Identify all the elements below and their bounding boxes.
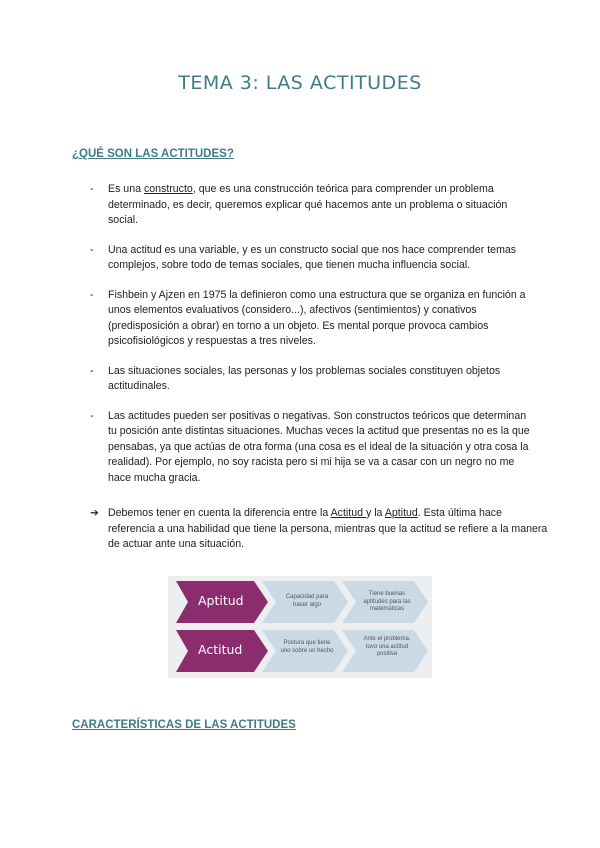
- actitud-label: Actitud: [198, 642, 243, 657]
- dash-marker: -: [90, 183, 94, 195]
- page-title: TEMA 3: LAS ACTITUDES: [178, 72, 422, 94]
- dash-marker: -: [90, 364, 94, 377]
- arrow-icon: ➔: [90, 507, 99, 519]
- item-text: Es una: [108, 183, 144, 195]
- item-text: Fishbein y Ajzen en 1975 la definieron como una estructura que se organiza en función a unos elementos evaluativos (considero...), afectivos (sentimientos) y conativos (predisposición a obrar) en torno a un objeto. Es mental porque provoca cambios psicofisiológicos y respuestas a tres niveles.: [108, 288, 526, 347]
- diagram-row-actitud: [176, 630, 428, 672]
- dash-marker: -: [90, 243, 94, 256]
- list-item: [90, 288, 530, 350]
- underlined-term: constructo: [143, 183, 193, 195]
- dash-marker: -: [90, 288, 94, 301]
- diagram-row-aptitud: [176, 581, 428, 623]
- underlined-aptitud: Aptitud: [384, 507, 418, 519]
- actitud-example: Ante el problema, tuvo una actitud positiva: [363, 636, 411, 657]
- aptitud-label: Aptitud: [198, 593, 244, 608]
- list-item: [90, 243, 530, 274]
- definition-list: [90, 182, 530, 500]
- list-item: [90, 364, 530, 395]
- underlined-actitud: Actitud: [330, 507, 366, 519]
- item-text: , que es una construcción teórica para comprender un problema determinado, es decir, queremos explicar qué hacemos ante un problema o situación social.: [108, 183, 508, 226]
- aptitud-example: Tiene buenas aptitudes para las matemáticas: [363, 591, 411, 612]
- arrow-paragraph: [90, 506, 548, 553]
- aptitud-actitud-diagram: [168, 576, 432, 678]
- para-text: y la: [365, 507, 385, 519]
- list-item: [90, 409, 530, 487]
- section-heading-what: ¿QUÉ SON LAS ACTITUDES?: [72, 148, 234, 160]
- para-text: Debemos tener en cuenta la diferencia entre la: [108, 507, 331, 519]
- item-text: Las situaciones sociales, las personas y los problemas sociales constituyen objetos actitudinales.: [108, 364, 501, 392]
- aptitud-definition: Capacidad para hacer algo: [285, 594, 329, 608]
- dash-marker: -: [90, 409, 94, 422]
- section-heading-characteristics: CARACTERÍSTICAS DE LAS ACTITUDES: [72, 719, 296, 731]
- item-text: Las actitudes pueden ser positivas o negativas. Son constructos teóricos que determinan tu posición ante distintas situaciones. Muchas veces la actitud que presentas no es la que pensabas, ya que actúas de otra forma (una cosa es el ideal de la situación y otra cosa la realidad). Por ejemplo, no soy racista pero si mi hija se va a casar con un negro no me hace mucha gracia.: [108, 409, 530, 484]
- para-text: . Esta última hace referencia a una habilidad que tiene la persona, mientras que la actitud se refiere a la manera de actuar ante una situación.: [108, 507, 548, 550]
- list-item: [90, 182, 530, 229]
- item-text: Una actitud es una variable, y es un constructo social que nos hace comprender temas complejos, sobre todo de temas sociales, que tienen mucha influencia social.: [108, 243, 517, 271]
- actitud-definition: Postura que tiene uno sobre un hecho: [280, 640, 334, 654]
